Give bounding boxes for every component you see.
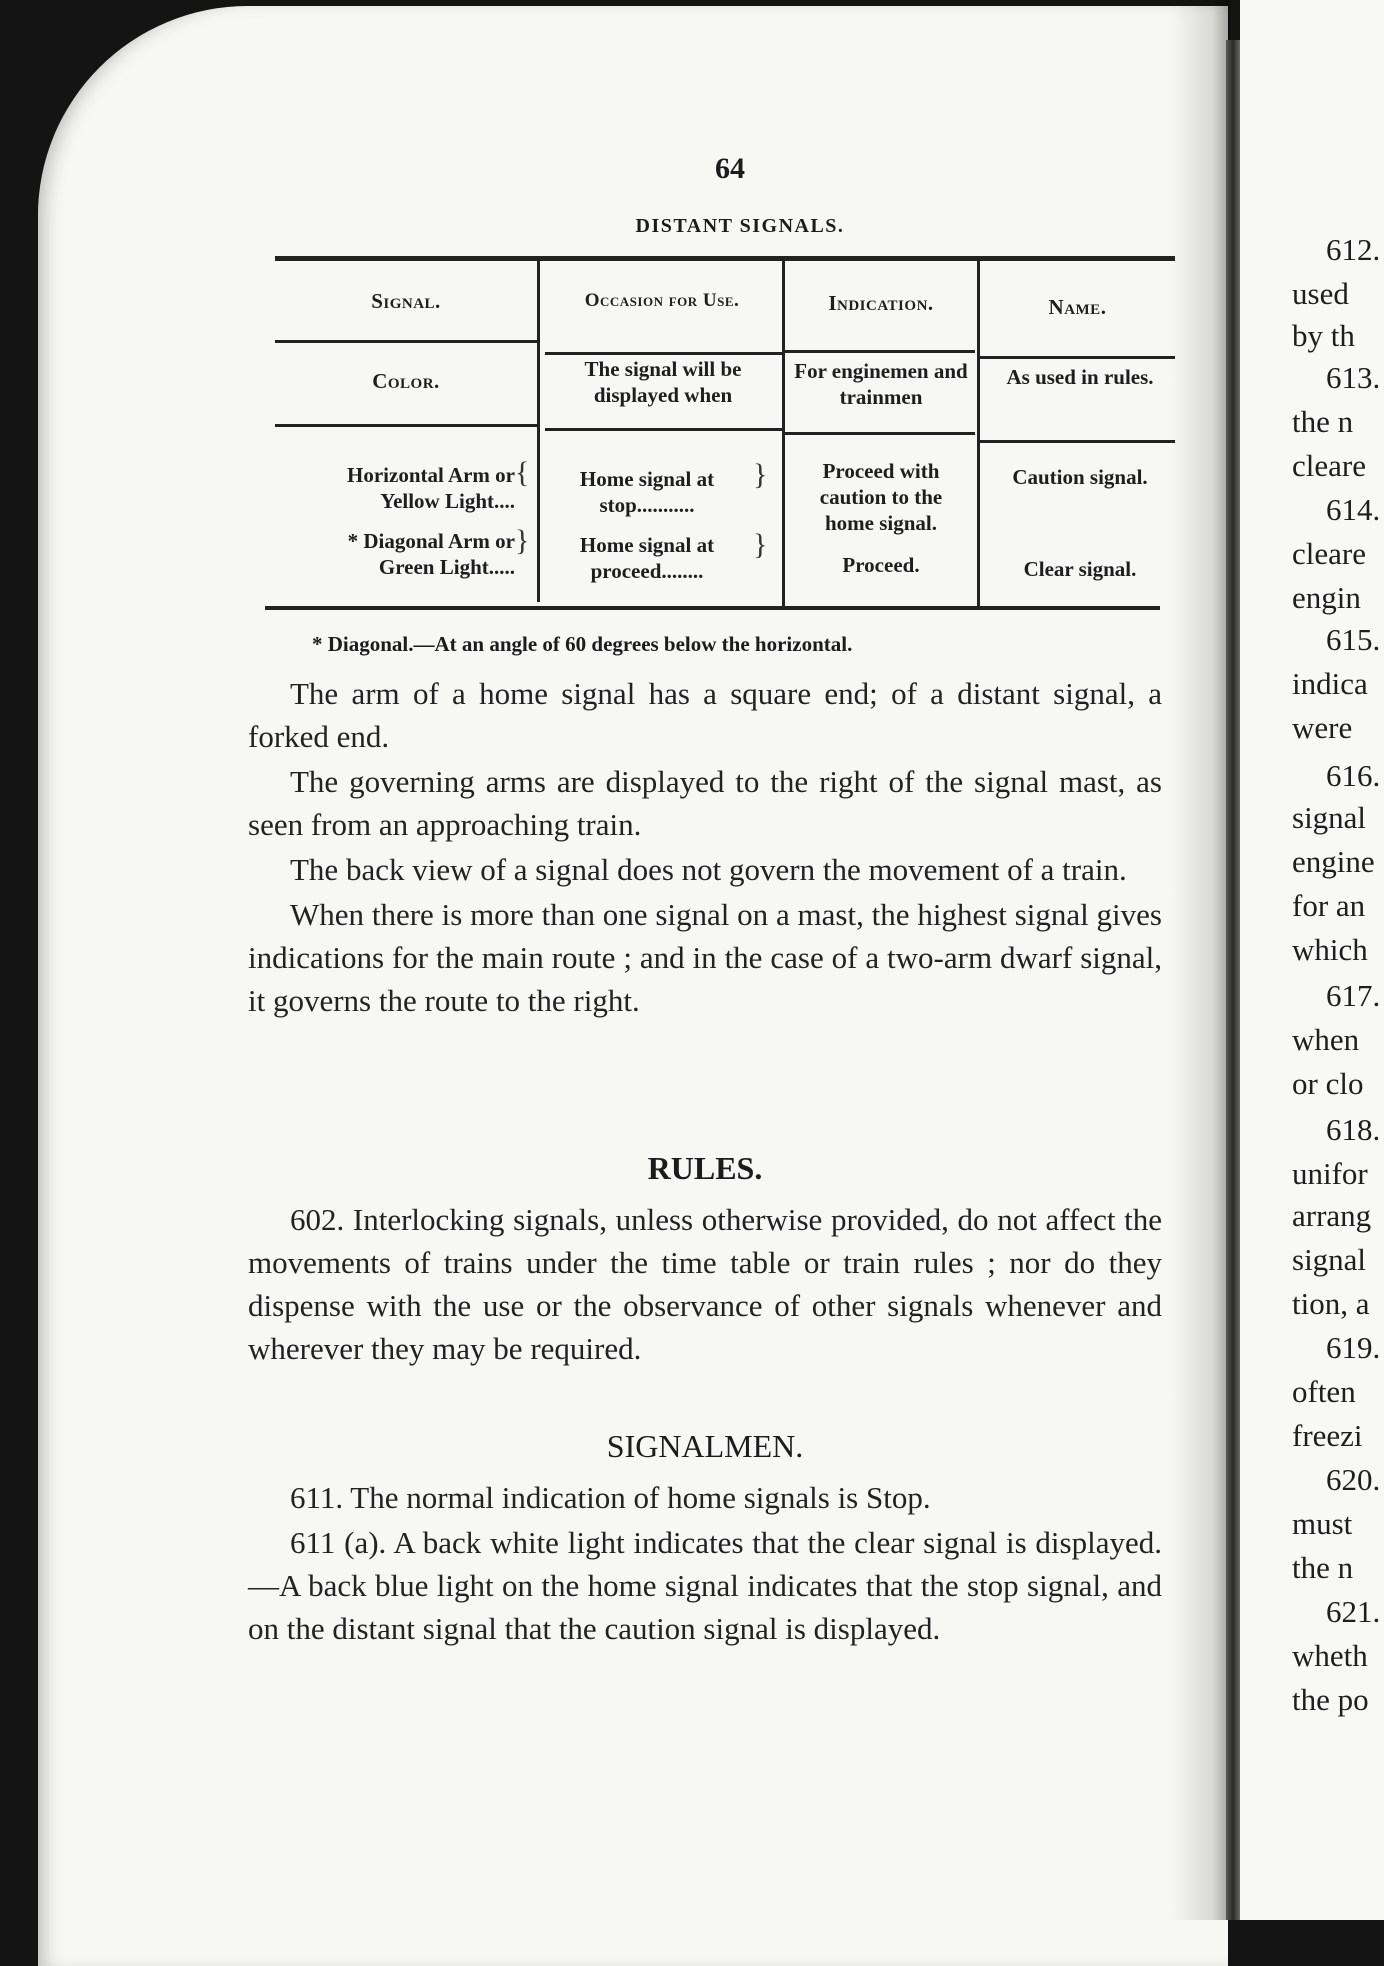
facing-fragment: used (1292, 276, 1349, 311)
header-signal: Signal. (371, 289, 441, 313)
rule-602 (248, 1198, 1162, 1370)
facing-fragment: often (1292, 1374, 1356, 1409)
facing-page (1240, 0, 1384, 1920)
row-2-signal-line: Green Light..... (378, 555, 515, 579)
facing-fragment: signal (1292, 800, 1367, 835)
facing-fragment: by th (1292, 318, 1355, 353)
paragraph: 611 (a). A back white light indicates that the clear signal is displayed.—A back blue light on the home signal indicates that the stop signal, and on the distant signal that the caution signal is displayed. (248, 1525, 1162, 1646)
subheader-rule (545, 428, 785, 431)
facing-fragment: 614. (1326, 492, 1381, 527)
facing-fragment: when (1292, 1022, 1360, 1057)
facing-fragment: 615. (1326, 622, 1381, 657)
header-indication: Indication. (828, 291, 934, 315)
page-divider (1226, 40, 1240, 1920)
paragraph: When there is more than one signal on a mast, the highest signal gives indications for the main route ; and in the case of a two-arm dwarf signal, it governs the route to the right. (248, 897, 1162, 1018)
facing-fragment: or clo (1292, 1066, 1364, 1101)
subheader-name: As used in rules. (1006, 365, 1154, 389)
subheader-rule (980, 440, 1175, 443)
facing-fragment: 617. (1326, 978, 1381, 1013)
rules-611 (248, 1476, 1162, 1650)
paragraph: The back view of a signal does not govern the movement of a train. (290, 852, 1127, 887)
row-2-signal-line: * Diagonal Arm or (347, 529, 515, 553)
facing-fragment: wheth (1292, 1638, 1368, 1673)
facing-fragment: freezi (1292, 1418, 1363, 1453)
row-1-occasion-line: stop........... (599, 493, 695, 517)
facing-fragment: the po (1292, 1682, 1369, 1717)
paragraph: 611. The normal indication of home signals is Stop. (290, 1480, 931, 1515)
row-1-indication-line: home signal. (824, 511, 937, 535)
subheader-color: Color. (372, 369, 440, 393)
facing-fragment: engine (1292, 844, 1375, 879)
row-1-indication (785, 458, 977, 536)
row-2-occasion (547, 532, 747, 584)
subheader-indication: For enginemen and trainmen (794, 359, 968, 409)
facing-fragment: for an (1292, 888, 1366, 923)
brace-icon: } (753, 458, 768, 491)
header-occasion: Occasion for Use. (584, 290, 740, 311)
paragraph: The arm of a home signal has a square end; of a distant signal, a forked end. (248, 676, 1162, 754)
facing-fragment: arrang (1292, 1198, 1372, 1233)
header-rule (785, 350, 975, 353)
row-2-signal (265, 528, 515, 580)
subheader-rule (785, 432, 975, 435)
header-rule (545, 352, 785, 355)
facing-fragment: 618. (1326, 1112, 1381, 1147)
facing-fragment: 613. (1326, 360, 1381, 395)
facing-fragment: were (1292, 710, 1353, 745)
paragraph: The governing arms are displayed to the right of the signal mast, as seen from an approaching train. (248, 764, 1162, 842)
brace-icon: { (515, 456, 530, 489)
row-2-occasion-line: proceed........ (590, 559, 704, 583)
header-name: Name. (1048, 295, 1107, 319)
facing-fragment: which (1292, 932, 1368, 967)
gutter-shadow (1170, 0, 1230, 1920)
facing-fragment: 619. (1326, 1330, 1381, 1365)
row-1-occasion-line: Home signal at (579, 467, 715, 491)
header-rule (275, 340, 540, 343)
table-title: DISTANT SIGNALS. (635, 215, 845, 237)
subheader-rule (275, 424, 540, 427)
facing-fragment: the n (1292, 1550, 1354, 1585)
row-1-signal-line: Yellow Light.... (380, 489, 515, 513)
row-1-indication-line: caution to the (819, 485, 943, 509)
distant-signals-table (265, 248, 1175, 633)
page-number: 64 (715, 152, 745, 185)
row-1-occasion (547, 466, 747, 518)
table-bottom-rule (265, 606, 1160, 610)
row-1-indication-line: Proceed with (822, 459, 940, 483)
row-2-name: Clear signal. (1023, 557, 1137, 581)
column-rule (537, 260, 540, 602)
facing-fragment: 616. (1326, 758, 1381, 793)
row-1-signal (265, 462, 515, 514)
paragraph: 602. Interlocking signals, unless otherwise provided, do not affect the movements of trains under the time table or train rules ; nor do they dispense with the use or the observance of other signals whenever and wherever they may be required. (248, 1202, 1162, 1366)
facing-fragment: must (1292, 1506, 1353, 1541)
row-1-signal-line: Horizontal Arm or (347, 463, 515, 487)
facing-fragment: unifor (1292, 1156, 1368, 1191)
signalmen-heading: SIGNALMEN. (606, 1428, 804, 1464)
facing-fragment: 612. (1326, 232, 1381, 267)
table-top-rule (275, 256, 1175, 261)
row-1-name: Caution signal. (1012, 465, 1148, 489)
rules-heading: RULES. (647, 1150, 763, 1186)
facing-fragment: engin (1292, 580, 1361, 615)
brace-icon: } (515, 524, 530, 557)
subheader-occasion: The signal will be displayed when (584, 357, 742, 407)
brace-icon: } (753, 528, 768, 561)
table-footnote: * Diagonal.—At an angle of 60 degrees below the horizontal. (312, 632, 853, 656)
facing-fragment: signal (1292, 1242, 1367, 1277)
facing-fragment: 620. (1326, 1462, 1381, 1497)
header-rule (980, 356, 1175, 359)
row-2-occasion-line: Home signal at (579, 533, 715, 557)
facing-fragment: cleare (1292, 536, 1366, 571)
facing-fragment: the n (1292, 404, 1354, 439)
facing-fragment: indica (1292, 666, 1368, 701)
row-2-indication: Proceed. (842, 553, 920, 577)
facing-fragment: cleare (1292, 448, 1366, 483)
signal-description (248, 672, 1162, 1022)
facing-fragment: tion, a (1292, 1286, 1370, 1321)
facing-fragment: 621. (1326, 1594, 1381, 1629)
